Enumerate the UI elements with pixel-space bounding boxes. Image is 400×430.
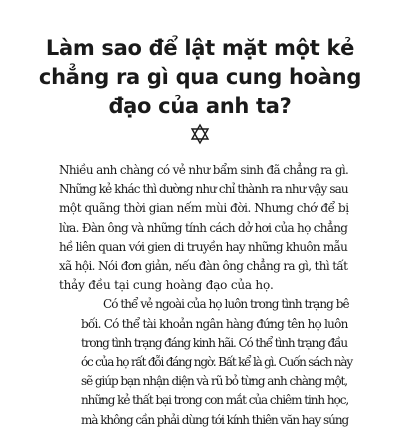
text-line: trong tình trạng đáng kinh hãi. Có thể tình trạng đầu bbox=[81, 335, 347, 350]
paragraph bbox=[59, 161, 349, 295]
chapter-title bbox=[30, 34, 370, 121]
text-line: Có thể vẻ ngoài của họ luôn trong tình trạng bê bbox=[103, 297, 349, 312]
star-of-david-icon bbox=[189, 123, 211, 145]
text-line: lừa. Đàn ông và những tính cách dở hơi của họ chẳng bbox=[59, 220, 348, 235]
text-line: óc của họ rất đỗi đáng ngờ. Bất kể là gì. Cuốn sách này bbox=[81, 355, 352, 370]
chapter-title-line: đạo của anh ta? bbox=[108, 94, 292, 118]
text-line: những kẻ thất bại trong con mắt của chiêm tinh học, bbox=[81, 393, 349, 408]
text-line: xã hội. Nói đơn giản, nếu đàn ông chẳng ra gì, thì tất bbox=[59, 259, 348, 274]
chapter-title-line: chẳng ra gì qua cung hoàng bbox=[38, 65, 362, 89]
chapter-title-line: Làm sao để lật mặt một kẻ bbox=[45, 36, 355, 60]
text-line: một quãng thời gian nếm mùi đời. Nhưng chớ để bị bbox=[59, 201, 349, 216]
text-line: sẽ giúp bạn nhận diện và rũ bỏ từng anh chàng một, bbox=[81, 374, 348, 389]
text-line: hề liên quan với gien di truyền hay những khuôn mẫu bbox=[59, 239, 348, 254]
text-line: bối. Có thể tài khoản ngân hàng đứng tên họ luôn bbox=[81, 316, 348, 331]
chapter-body bbox=[59, 161, 352, 430]
text-line: thảy đều tại cung hoàng đạo của họ. bbox=[59, 278, 274, 293]
text-line: mà không cần phải dùng tới kính thiên văn hay súng bbox=[81, 412, 349, 427]
text-line: Nhiều anh chàng có vẻ như bẩm sinh đã chẳng ra gì. bbox=[59, 163, 349, 177]
text-line: Những kẻ khác thì dường như chỉ thành ra như vậy sau bbox=[59, 182, 348, 197]
paragraph bbox=[59, 295, 352, 429]
